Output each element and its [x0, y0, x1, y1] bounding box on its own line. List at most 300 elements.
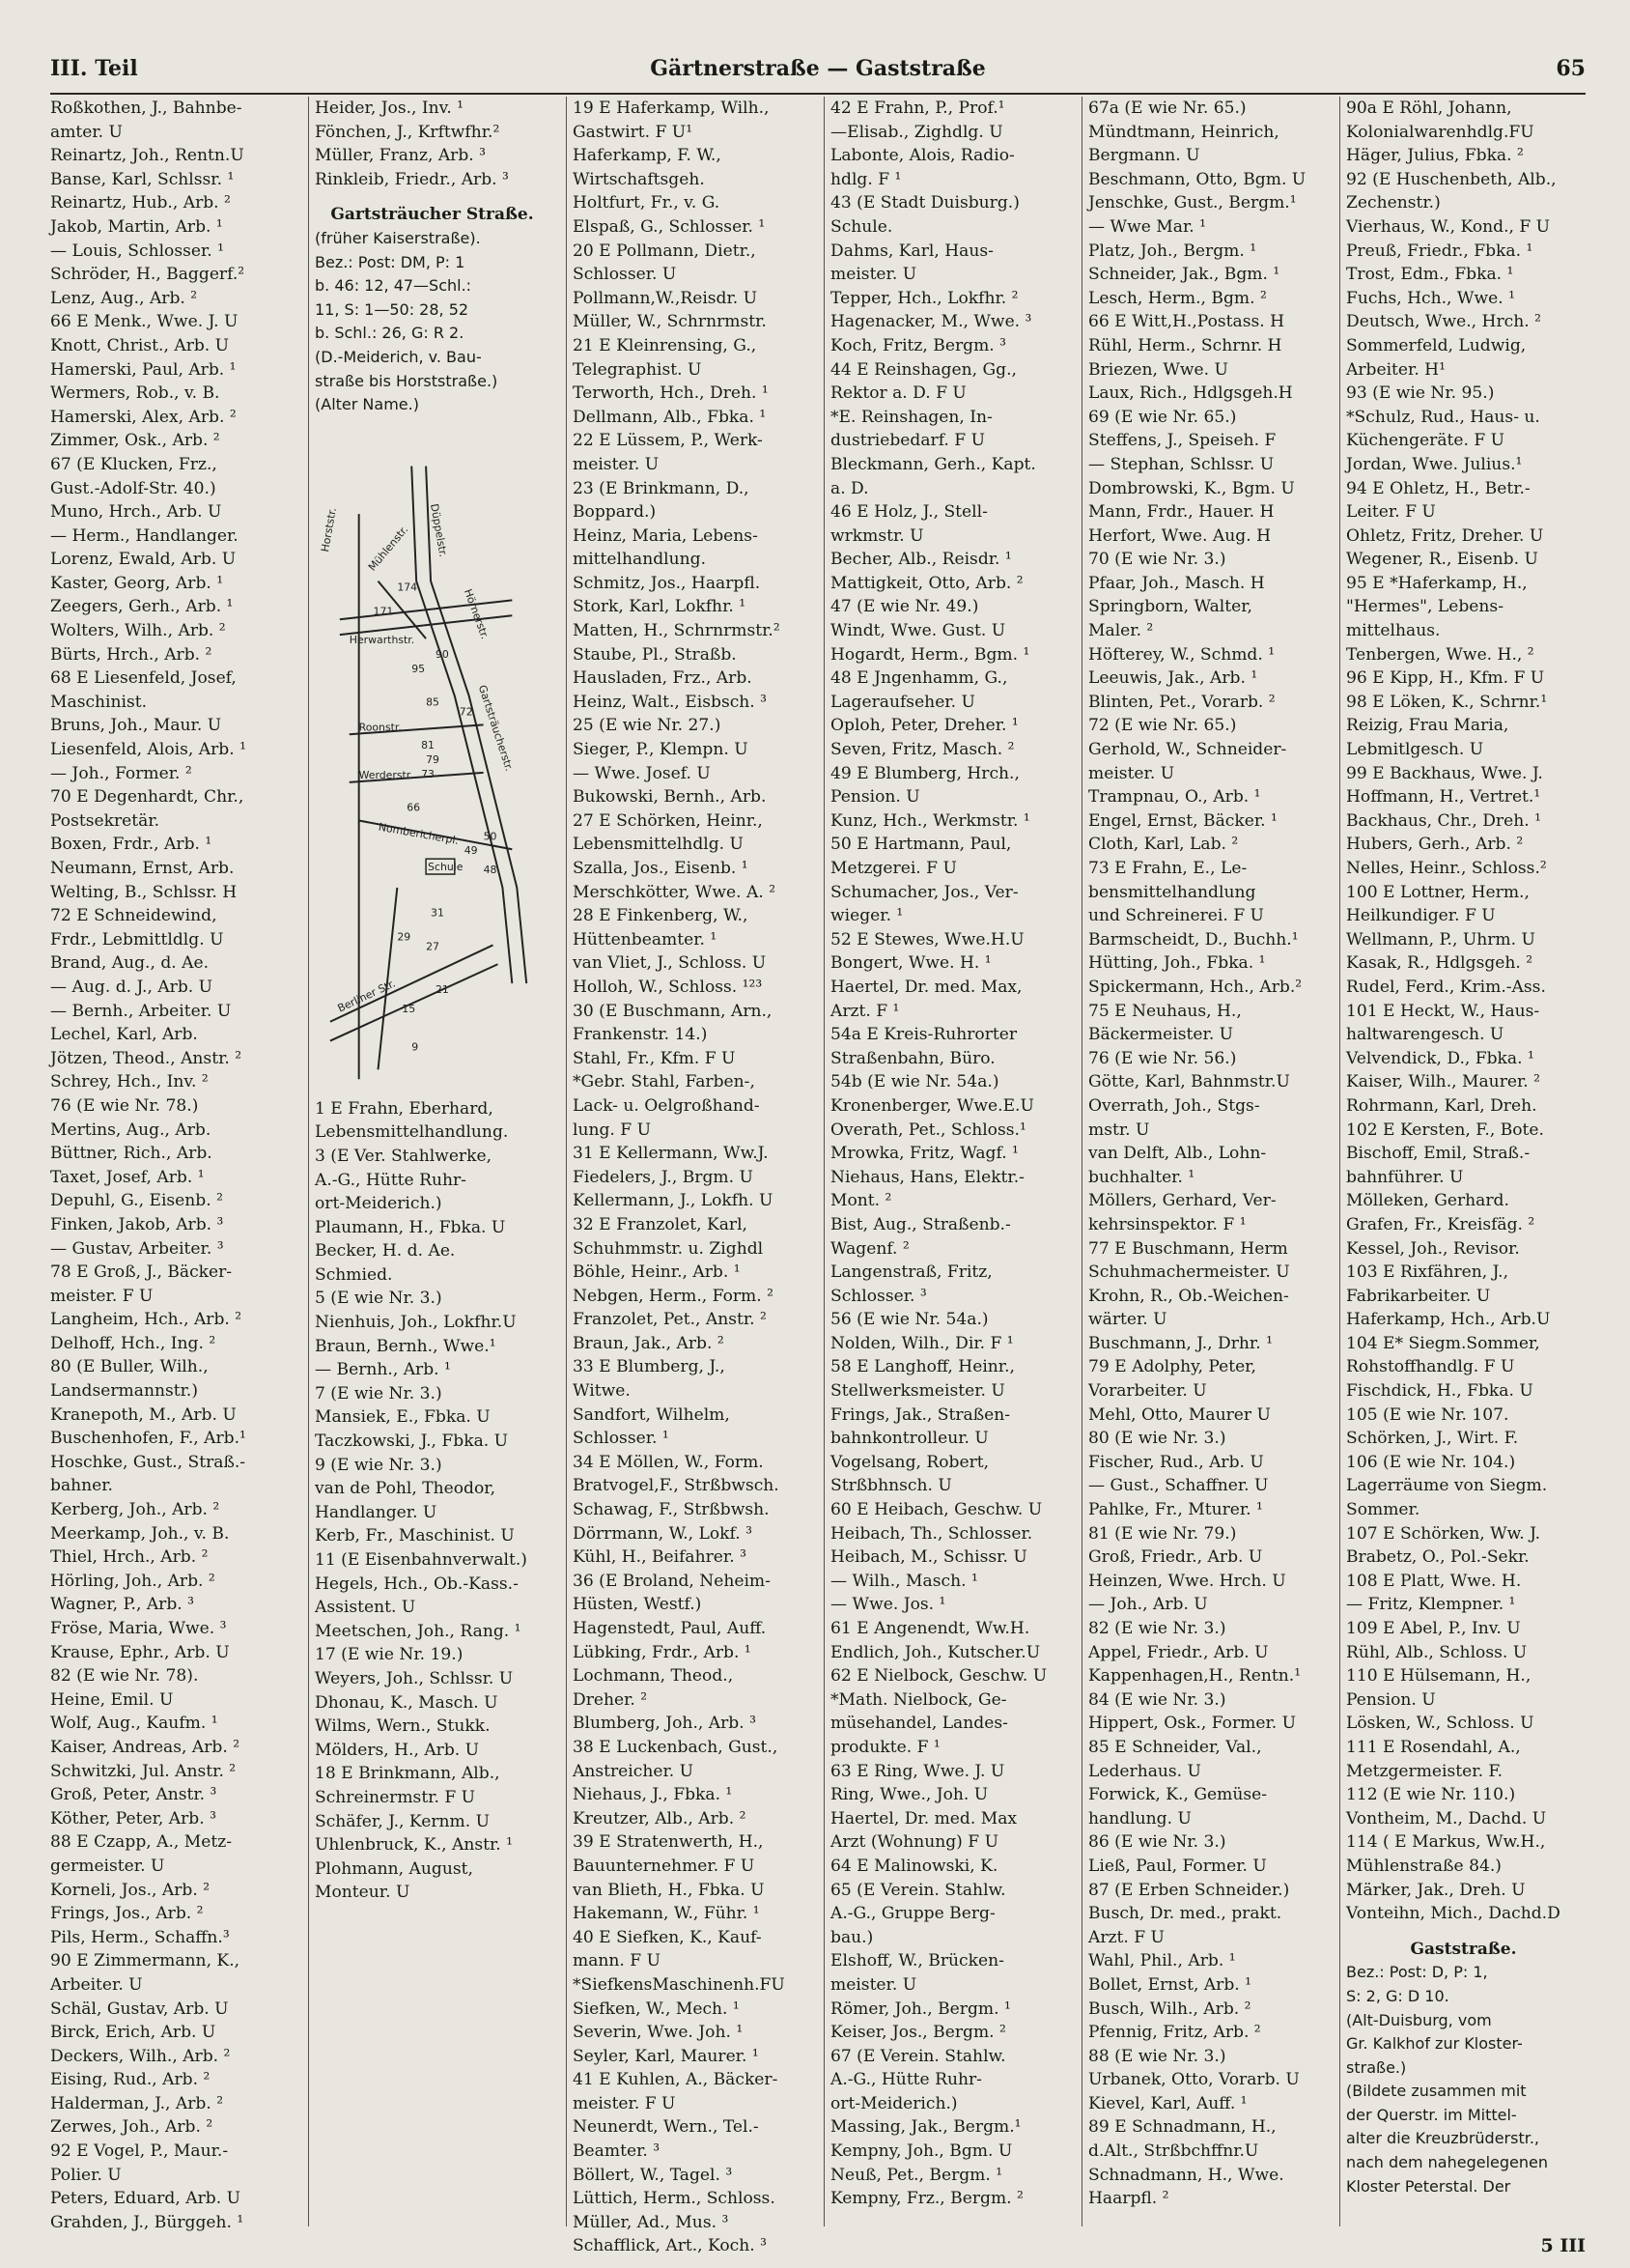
entry-line: Sommer.: [1346, 1500, 1420, 1520]
entry-line: Schröder, H., Baggerf.²: [50, 265, 245, 285]
entry-line: Langheim, Hch., Arb. ²: [50, 1310, 242, 1330]
entry-line: 34 E Möllen, W., Form.: [573, 1452, 764, 1472]
entry-line: Spickermann, Hch., Arb.²: [1088, 977, 1303, 997]
entry-line: Wilms, Wern., Stukk.: [315, 1716, 491, 1737]
entry-line: Seven, Fritz, Masch. ²: [830, 740, 1015, 760]
entry-line: Reinartz, Joh., Rentn.U: [50, 146, 244, 166]
entry-line: *Schulz, Rud., Haus- u.: [1346, 407, 1540, 427]
entry-line: Reinartz, Hub., Arb. ²: [50, 193, 231, 213]
entry-line: Jötzen, Theod., Anstr. ²: [50, 1048, 242, 1068]
entry-line: 58 E Langhoff, Heinr.,: [830, 1357, 1015, 1377]
map-label-werderstr: Werderstr.: [358, 768, 413, 781]
entry-line: van de Pohl, Theodor,: [315, 1479, 496, 1499]
entry-line: Metzgerei. F U: [830, 859, 957, 878]
entry-line: A.-G., Hütte Ruhr-: [830, 2070, 982, 2090]
column-2-bottom: [315, 1097, 549, 1905]
entry-line: 82 (E wie Nr. 78).: [50, 1666, 199, 1687]
entry-line: Lochmann, Theod.,: [573, 1666, 734, 1687]
entry-line: Trost, Edm., Fbka. ¹: [1346, 265, 1514, 285]
entry-line: Nelles, Heinr., Schloss.²: [1346, 859, 1547, 878]
entry-line: Plohmann, August,: [315, 1858, 473, 1879]
entry-line: 88 E Czapp, A., Metz-: [50, 1832, 233, 1853]
entry-line: Pfaar, Joh., Masch. H: [1088, 573, 1265, 593]
entry-line: Lageraufseher. U: [830, 692, 975, 712]
entry-line: 11 (E Eisenbahnverwalt.): [315, 1550, 527, 1570]
entry-line: Schlosser. ¹: [573, 1429, 669, 1449]
entry-line: 63 E Ring, Wwe. J. U: [830, 1761, 1005, 1781]
entry-line: 90 E Zimmermann, K.,: [50, 1951, 240, 1971]
column-3: [566, 97, 809, 2256]
entry-line: Möllers, Gerhard, Ver-: [1088, 1191, 1277, 1211]
entry-line: d.Alt., Strßbchffnr.U: [1088, 2141, 1259, 2162]
entry-line: mittelhandlung.: [573, 550, 707, 570]
column-1: [50, 97, 294, 2232]
gartstraeucher-street-block: [315, 203, 549, 416]
entry-line: Fuchs, Hch., Wwe. ¹: [1346, 288, 1515, 308]
entry-line: 46 E Holz, J., Stell-: [830, 502, 988, 523]
entry-line: Brabetz, O., Pol.-Sekr.: [1346, 1547, 1530, 1568]
entry-line: meister. U: [1088, 763, 1175, 783]
entry-line: wärter. U: [1088, 1310, 1167, 1330]
entry-line: Groß, Friedr., Arb. U: [1088, 1547, 1263, 1568]
entry-line: Schmitz, Jos., Haarpfl.: [573, 573, 761, 593]
map-label-berlinerstr: Berliner Str.: [335, 977, 398, 1015]
entry-line: Heider, Jos., Inv. ¹: [315, 99, 464, 118]
entry-line: Wegener, R., Eisenb. U: [1346, 550, 1538, 570]
entry-line: — Stephan, Schlssr. U: [1088, 454, 1275, 474]
street-info-line: (Bildete zusammen mit: [1346, 2082, 1527, 2101]
entry-line: Lebensmittelhandlung.: [315, 1122, 509, 1143]
entry-line: Bukowski, Bernh., Arb.: [573, 787, 767, 808]
entry-line: Merschkötter, Wwe. A. ²: [573, 882, 776, 902]
entry-line: 69 (E wie Nr. 65.): [1088, 407, 1237, 427]
entry-line: Kempny, Frz., Bergm. ²: [830, 2189, 1024, 2209]
column-2-top: [315, 97, 549, 191]
entry-line: Overath, Pet., Schloss.¹: [830, 1120, 1026, 1140]
column-4: [824, 97, 1067, 2226]
entry-line: 101 E Heckt, W., Haus-: [1346, 1001, 1540, 1021]
entry-line: Wahl, Phil., Arb. ¹: [1088, 1951, 1236, 1971]
entry-line: Rinkleib, Friedr., Arb. ³: [315, 169, 509, 189]
entry-line: ort-Meiderich.): [315, 1194, 442, 1214]
entry-line: Römer, Joh., Bergm. ¹: [830, 1999, 1011, 2019]
entry-line: — Bernh., Arb. ¹: [315, 1360, 451, 1380]
entry-line: 112 (E wie Nr. 110.): [1346, 1785, 1516, 1805]
entry-line: Heinz, Walt., Eisbsch. ³: [573, 692, 768, 712]
entry-line: Hagenacker, M., Wwe. ³: [830, 312, 1032, 332]
entry-line: meister. F U: [50, 1286, 154, 1306]
entry-line: Nolden, Wilh., Dir. F ¹: [830, 1333, 1014, 1353]
entry-line: Anstreicher. U: [573, 1761, 694, 1781]
entry-line: 77 E Buschmann, Herm: [1088, 1238, 1288, 1259]
entry-line: lung. F U: [573, 1120, 651, 1140]
entry-line: Stork, Karl, Lokfhr. ¹: [573, 597, 746, 617]
entry-line: 44 E Reinshagen, Gg.,: [830, 359, 1017, 380]
entry-line: Gust.-Adolf-Str. 40.): [50, 478, 216, 498]
entry-line: 1 E Frahn, Eberhard,: [315, 1098, 493, 1119]
entry-line: 64 E Malinowski, K.: [830, 1856, 998, 1876]
entry-line: 18 E Brinkmann, Alb.,: [315, 1764, 500, 1784]
entry-line: Taxet, Josef, Arb. ¹: [50, 1167, 205, 1187]
entry-line: Rektor a. D. F U: [830, 383, 967, 404]
entry-line: — Louis, Schlosser. ¹: [50, 241, 225, 261]
entry-line: Schuhmmstr. u. Zighdl: [573, 1238, 764, 1259]
entry-line: Wirtschaftsgeh.: [573, 169, 705, 189]
entry-line: bahnführer. U: [1346, 1167, 1464, 1187]
entry-line: Herfort, Wwe. Aug. H: [1088, 525, 1271, 546]
entry-line: haltwarengesch. U: [1346, 1025, 1504, 1045]
map-house-number: 79: [426, 752, 439, 766]
entry-line: van Blieth, H., Fbka. U: [573, 1880, 765, 1900]
entry-line: 87 (E Erben Schneider.): [1088, 1880, 1290, 1900]
entry-line: Deckers, Wilh., Arb. ²: [50, 2046, 231, 2066]
entry-line: Mont. ²: [830, 1191, 892, 1211]
entry-line: —Elisab., Zighdlg. U: [830, 122, 1003, 142]
entry-line: Schörken, J., Wirt. F.: [1346, 1429, 1519, 1449]
entry-line: a. D.: [830, 478, 869, 498]
entry-line: Rühl, Alb., Schloss. U: [1346, 1642, 1528, 1662]
entry-line: Pension. U: [1346, 1689, 1436, 1710]
entry-line: van Vliet, J., Schloss. U: [573, 953, 767, 974]
entry-line: Frings, Jak., Straßen-: [830, 1404, 1011, 1425]
entry-line: Schmied.: [315, 1264, 393, 1285]
entry-line: Haarpfl. ²: [1088, 2189, 1169, 2209]
entry-line: Backhaus, Chr., Dreh. ¹: [1346, 810, 1541, 831]
entry-line: Schrey, Hch., Inv. ²: [50, 1072, 209, 1092]
entry-line: hdlg. F ¹: [830, 169, 902, 189]
entry-line: 111 E Rosendahl, A.,: [1346, 1737, 1521, 1757]
entry-line: 84 (E wie Nr. 3.): [1088, 1689, 1226, 1710]
entry-line: Lübking, Frdr., Arb. ¹: [573, 1642, 751, 1662]
entry-line: Hogardt, Herm., Bgm. ¹: [830, 644, 1030, 665]
entry-line: Kolonialwarenhdlg.FU: [1346, 122, 1534, 142]
entry-line: Wolf, Aug., Kaufm. ¹: [50, 1714, 218, 1734]
entry-line: Strßbhnsch. U: [830, 1476, 952, 1496]
entry-line: Wermers, Rob., v. B.: [50, 383, 220, 404]
entry-line: Bleckmann, Gerh., Kapt.: [830, 454, 1036, 474]
entry-line: Vierhaus, W., Kond., F U: [1346, 216, 1551, 237]
entry-line: "Hermes", Lebens-: [1346, 597, 1504, 617]
entry-line: Birck, Erich, Arb. U: [50, 2023, 216, 2043]
entry-line: Märker, Jak., Dreh. U: [1346, 1880, 1526, 1900]
map-label-horststr: Horststr.: [319, 506, 339, 553]
entry-line: Buschenhofen, F., Arb.¹: [50, 1429, 246, 1449]
entry-line: Kasak, R., Hdlgsgeh. ²: [1346, 953, 1533, 974]
entry-line: 89 E Schnadmann, H.,: [1088, 2117, 1277, 2138]
map-house-number: 29: [397, 930, 411, 944]
entry-line: Jakob, Martin, Arb. ¹: [50, 216, 223, 237]
entry-line: Frankenstr. 14.): [573, 1025, 708, 1045]
entry-line: wrkmstr. U: [830, 525, 924, 546]
entry-line: Fischer, Rud., Arb. U: [1088, 1452, 1264, 1472]
entry-line: Haferkamp, F. W.,: [573, 146, 721, 166]
entry-line: Forwick, K., Gemüse-: [1088, 1785, 1268, 1805]
entry-line: Meerkamp, Joh., v. B.: [50, 1523, 230, 1544]
entry-line: — Gustav, Arbeiter. ³: [50, 1238, 224, 1259]
map-house-number: 171: [373, 605, 394, 618]
entry-line: ort-Meiderich.): [830, 2093, 958, 2113]
entry-line: Mühlenstraße 84.): [1346, 1856, 1502, 1876]
entry-line: 94 E Ohletz, H., Betr.-: [1346, 478, 1531, 498]
entry-line: — Joh., Former. ²: [50, 763, 192, 783]
entry-line: Rohrmann, Karl, Dreh.: [1346, 1095, 1537, 1116]
entry-line: Heinzen, Wwe. Hrch. U: [1088, 1571, 1286, 1591]
entry-line: — Wwe. Josef. U: [573, 763, 711, 783]
entry-line: Staube, Pl., Straßb.: [573, 644, 737, 665]
entry-line: Preuß, Friedr., Fbka. ¹: [1346, 241, 1533, 261]
entry-line: Busch, Wilh., Arb. ²: [1088, 1999, 1251, 2019]
entry-line: 30 (E Buschmann, Arn.,: [573, 1001, 773, 1021]
entry-line: 114 ( E Markus, Ww.H.,: [1346, 1832, 1546, 1853]
entry-line: 80 (E Buller, Wilh.,: [50, 1357, 209, 1377]
street-info-line: 11, S: 1—50: 28, 52: [315, 299, 469, 319]
entry-line: Terworth, Hch., Dreh. ¹: [573, 383, 769, 404]
entry-line: Metzgermeister. F.: [1346, 1761, 1504, 1781]
entry-line: 32 E Franzolet, Karl,: [573, 1214, 747, 1234]
entry-line: 42 E Frahn, P., Prof.¹: [830, 99, 1005, 118]
entry-line: 21 E Kleinrensing, G.,: [573, 335, 757, 355]
entry-line: — Herm., Handlanger.: [50, 525, 239, 546]
entry-line: 67a (E wie Nr. 65.): [1088, 99, 1247, 118]
map-house-number: 48: [483, 863, 497, 876]
entry-line: Blumberg, Joh., Arb. ³: [573, 1714, 756, 1734]
entry-line: 52 E Stewes, Wwe.H.U: [830, 929, 1025, 950]
entry-line: Niehaus, J., Fbka. ¹: [573, 1785, 733, 1805]
entry-line: — Wwe Mar. ¹: [1088, 216, 1206, 237]
entry-line: 41 E Kuhlen, A., Bäcker-: [573, 2070, 778, 2090]
entry-line: 105 (E wie Nr. 107.: [1346, 1404, 1509, 1425]
entry-line: 56 (E wie Nr. 54a.): [830, 1310, 989, 1330]
entry-line: Bürts, Hrch., Arb. ²: [50, 644, 212, 665]
entry-line: Kronenberger, Wwe.E.U: [830, 1095, 1034, 1116]
entry-line: Pension. U: [830, 787, 920, 808]
entry-line: 68 E Liesenfeld, Josef,: [50, 668, 237, 689]
entry-line: Hegels, Hch., Ob.-Kass.-: [315, 1573, 519, 1594]
entry-line: 92 (E Huschenbeth, Alb.,: [1346, 169, 1557, 189]
entry-line: 100 E Lottner, Herm.,: [1346, 882, 1530, 902]
entry-line: Becher, Alb., Reisdr. ¹: [830, 550, 1012, 570]
entry-line: Mansiek, E., Fbka. U: [315, 1407, 491, 1428]
entry-line: — Aug. d. J., Arb. U: [50, 977, 213, 997]
entry-line: 17 (E wie Nr. 19.): [315, 1645, 464, 1665]
entry-line: Dahms, Karl, Haus-: [830, 241, 994, 261]
entry-line: Böllert, W., Tagel. ³: [573, 2165, 733, 2185]
entry-line: Schäl, Gustav, Arb. U: [50, 1999, 229, 2019]
entry-line: 3 (E Ver. Stahlwerke,: [315, 1146, 492, 1166]
entry-line: Postsekretär.: [50, 810, 160, 831]
entry-line: Mertins, Aug., Arb.: [50, 1120, 211, 1140]
entry-line: 23 (E Brinkmann, D.,: [573, 478, 749, 498]
entry-line: Banse, Karl, Schlssr. ¹: [50, 169, 235, 189]
entry-line: Köther, Peter, Arb. ³: [50, 1808, 216, 1829]
entry-line: Gerhold, W., Schneider-: [1088, 740, 1287, 760]
street-info-line: (früher Kaiserstraße).: [315, 228, 481, 247]
entry-line: Kaiser, Andreas, Arb. ²: [50, 1737, 240, 1757]
entry-line: Lack- u. Oelgroßhand-: [573, 1095, 760, 1116]
entry-line: *E. Reinshagen, In-: [830, 407, 993, 427]
entry-line: Liesenfeld, Alois, Arb. ¹: [50, 740, 246, 760]
entry-line: Lederhaus. U: [1088, 1761, 1201, 1781]
entry-line: 103 E Rixfähren, J.,: [1346, 1262, 1509, 1283]
entry-line: Peters, Eduard, Arb. U: [50, 2189, 240, 2209]
herwarthstr-line: [340, 600, 512, 619]
entry-line: kehrsinspektor. F ¹: [1088, 1214, 1247, 1234]
street-info-line: der Querstr. im Mittel-: [1346, 2105, 1517, 2124]
entry-line: — Wilh., Masch. ¹: [830, 1571, 978, 1591]
entry-line: bau.): [830, 1927, 874, 1947]
entry-line: Ließ, Paul, Former. U: [1088, 1856, 1267, 1876]
entry-line: Welting, B., Schlssr. H: [50, 882, 238, 902]
entry-line: Knott, Christ., Arb. U: [50, 335, 230, 355]
entry-line: 70 (E wie Nr. 3.): [1088, 550, 1226, 570]
entry-line: 36 (E Broland, Neheim-: [573, 1571, 771, 1591]
entry-line: Hippert, Osk., Former. U: [1088, 1714, 1297, 1734]
entry-line: Rudel, Ferd., Krim.-Ass.: [1346, 977, 1546, 997]
street-info-line: Gr. Kalkhof zur Kloster-: [1346, 2034, 1523, 2054]
entry-line: Thiel, Hrch., Arb. ²: [50, 1547, 209, 1568]
map-house-number: 49: [464, 843, 478, 857]
entry-line: 7 (E wie Nr. 3.): [315, 1383, 442, 1403]
entry-line: Mattigkeit, Otto, Arb. ²: [830, 573, 1024, 593]
entry-line: Bergmann. U: [1088, 146, 1200, 166]
entry-line: Tepper, Hch., Lokfhr. ²: [830, 288, 1019, 308]
entry-line: Holloh, W., Schloss. ¹²³: [573, 977, 763, 997]
entry-line: Braun, Jak., Arb. ²: [573, 1333, 724, 1353]
map-house-number: 72: [459, 705, 473, 719]
entry-line: Häger, Julius, Fbka. ²: [1346, 146, 1524, 166]
column-2: [308, 97, 551, 2226]
entry-line: 25 (E wie Nr. 27.): [573, 716, 721, 736]
entry-line: Kaster, Georg, Arb. ¹: [50, 573, 224, 593]
entry-line: Overrath, Joh., Stgs-: [1088, 1095, 1260, 1116]
entry-line: Landsermannstr.): [50, 1381, 199, 1402]
entry-line: Stellwerksmeister. U: [830, 1381, 1005, 1402]
map-label-roonstr: Roonstr.: [358, 721, 402, 734]
entry-line: Mehl, Otto, Maurer U: [1088, 1404, 1271, 1425]
entry-line: Hüttenbeamter. ¹: [573, 929, 717, 950]
entry-line: Fiedelers, J., Brgm. U: [573, 1167, 753, 1187]
entry-line: Gastwirt. F U¹: [573, 122, 693, 142]
entry-line: 108 E Platt, Wwe. H.: [1346, 1571, 1522, 1591]
entry-line: Haertel, Dr. med. Max: [830, 1808, 1018, 1829]
entry-line: müsehandel, Landes-: [830, 1714, 1008, 1734]
entry-line: 54b (E wie Nr. 54a.): [830, 1072, 999, 1092]
entry-line: A.-G., Gruppe Berg-: [830, 1904, 996, 1924]
entry-line: Kranepoth, M., Arb. U: [50, 1404, 237, 1425]
entry-line: Arzt. F ¹: [830, 1001, 900, 1021]
street-info-line: nach dem nahegelegenen: [1346, 2153, 1548, 2172]
entry-line: 109 E Abel, P., Inv. U: [1346, 1619, 1521, 1638]
entry-line: Bratvogel,F., Strßbwsch.: [573, 1476, 779, 1496]
entry-line: Fröse, Maria, Wwe. ³: [50, 1619, 227, 1638]
entry-line: wieger. ¹: [830, 906, 904, 926]
entry-line: Arzt. F U: [1088, 1927, 1165, 1947]
entry-line: Boxen, Frdr., Arb. ¹: [50, 835, 212, 855]
entry-line: Schnadmann, H., Wwe.: [1088, 2165, 1284, 2185]
entry-line: Lorenz, Ewald, Arb. U: [50, 550, 237, 570]
entry-line: 20 E Pollmann, Dietr.,: [573, 241, 756, 261]
entry-line: — Wwe. Jos. ¹: [830, 1595, 946, 1615]
entry-line: Bischoff, Emil, Straß.-: [1346, 1144, 1531, 1164]
entry-line: Mölders, H., Arb. U: [315, 1740, 480, 1760]
entry-line: 88 (E wie Nr. 3.): [1088, 2046, 1226, 2066]
entry-line: 86 (E wie Nr. 3.): [1088, 1832, 1226, 1853]
map-house-number: 73: [421, 767, 435, 780]
map-house-number: 66: [407, 801, 421, 814]
entry-line: 19 E Haferkamp, Wilh.,: [573, 99, 770, 118]
entry-line: Hütting, Joh., Fbka. ¹: [1088, 953, 1266, 974]
entry-line: Franzolet, Pet., Anstr. ²: [573, 1310, 767, 1330]
entry-line: 67 (E Klucken, Frz.,: [50, 454, 217, 474]
entry-line: 99 E Backhaus, Wwe. J.: [1346, 763, 1543, 783]
column-6: [1339, 97, 1583, 2226]
entry-line: Deutsch, Wwe., Hrch. ²: [1346, 312, 1541, 332]
entry-line: Brand, Aug., d. Ae.: [50, 953, 210, 974]
map-house-number: 15: [402, 1002, 416, 1015]
entry-line: Hagenstedt, Paul, Auff.: [573, 1619, 767, 1638]
entry-line: Assistent. U: [315, 1598, 416, 1618]
entry-line: Schumacher, Jos., Ver-: [830, 882, 1019, 902]
entry-line: Küchengeräte. F U: [1346, 431, 1505, 451]
map-house-number: 85: [426, 695, 439, 709]
entry-line: Laux, Rich., Hdlgsgeh.H: [1088, 383, 1293, 404]
street-info-line: Bez.: Post: DM, P: 1: [315, 252, 465, 271]
map-label-muehlenstr: Mühlenstr.: [365, 523, 411, 574]
entry-line: Krause, Ephr., Arb. U: [50, 1642, 230, 1662]
entry-line: Dhonau, K., Masch. U: [315, 1692, 498, 1713]
entry-line: Meetschen, Joh., Rang. ¹: [315, 1621, 521, 1641]
entry-line: dustriebedarf. F U: [830, 431, 985, 451]
entry-line: Zeegers, Gerh., Arb. ¹: [50, 597, 234, 617]
map-house-number: 81: [421, 738, 435, 751]
map-house-number: 27: [426, 940, 439, 953]
entry-line: Becker, H. d. Ae.: [315, 1241, 456, 1262]
entry-line: Szalla, Jos., Eisenb. ¹: [573, 859, 748, 878]
entry-line: 98 E Löken, K., Schrnr.¹: [1346, 692, 1548, 712]
entry-line: Holtfurt, Fr., v. G.: [573, 193, 720, 213]
entry-line: Massing, Jak., Bergm.¹: [830, 2117, 1022, 2138]
entry-line: van Delft, Alb., Lohn-: [1088, 1144, 1267, 1164]
entry-line: Kunz, Hch., Werkmstr. ¹: [830, 810, 1030, 831]
entry-line: Zerwes, Joh., Arb. ²: [50, 2117, 213, 2138]
entry-line: Pils, Herm., Schaffn.³: [50, 1927, 230, 1947]
entry-line: 49 E Blumberg, Hrch.,: [830, 763, 1020, 783]
entry-line: Kaiser, Wilh., Maurer. ²: [1346, 1072, 1540, 1092]
street-info-line: b. 46: 12, 47—Schl.:: [315, 276, 472, 296]
entry-line: 62 E Nielbock, Geschw. U: [830, 1666, 1048, 1687]
entry-line: 27 E Schörken, Heinr.,: [573, 810, 763, 831]
entry-line: Hakemann, W., Führ. ¹: [573, 1904, 760, 1924]
entry-line: Müller, Franz, Arb. ³: [315, 146, 487, 166]
entry-line: Lösken, W., Schloss. U: [1346, 1714, 1534, 1734]
entry-line: Hoschke, Gust., Straß.-: [50, 1452, 246, 1472]
column-6-top: [1346, 97, 1581, 1926]
entry-line: 72 E Schneidewind,: [50, 906, 217, 926]
entry-line: Mölleken, Gerhard.: [1346, 1191, 1509, 1211]
entry-line: Leeuwis, Jak., Arb. ¹: [1088, 668, 1258, 689]
entry-line: Witwe.: [573, 1381, 631, 1402]
entry-line: Heibach, M., Schissr. U: [830, 1547, 1027, 1568]
entry-line: 28 E Finkenberg, W.,: [573, 906, 748, 926]
entry-line: Fabrikarbeiter. U: [1346, 1286, 1491, 1306]
entry-line: Delhoff, Hch., Ing. ²: [50, 1333, 216, 1353]
entry-line: Schuhmachermeister. U: [1088, 1262, 1290, 1283]
entry-line: Groß, Peter, Anstr. ³: [50, 1785, 217, 1805]
entry-line: Büttner, Rich., Arb.: [50, 1144, 212, 1164]
page-footer: 5 III: [1540, 2235, 1586, 2256]
street-info-line: straße bis Horststraße.): [315, 371, 498, 390]
entry-line: Lesch, Herm., Bgm. ²: [1088, 288, 1267, 308]
